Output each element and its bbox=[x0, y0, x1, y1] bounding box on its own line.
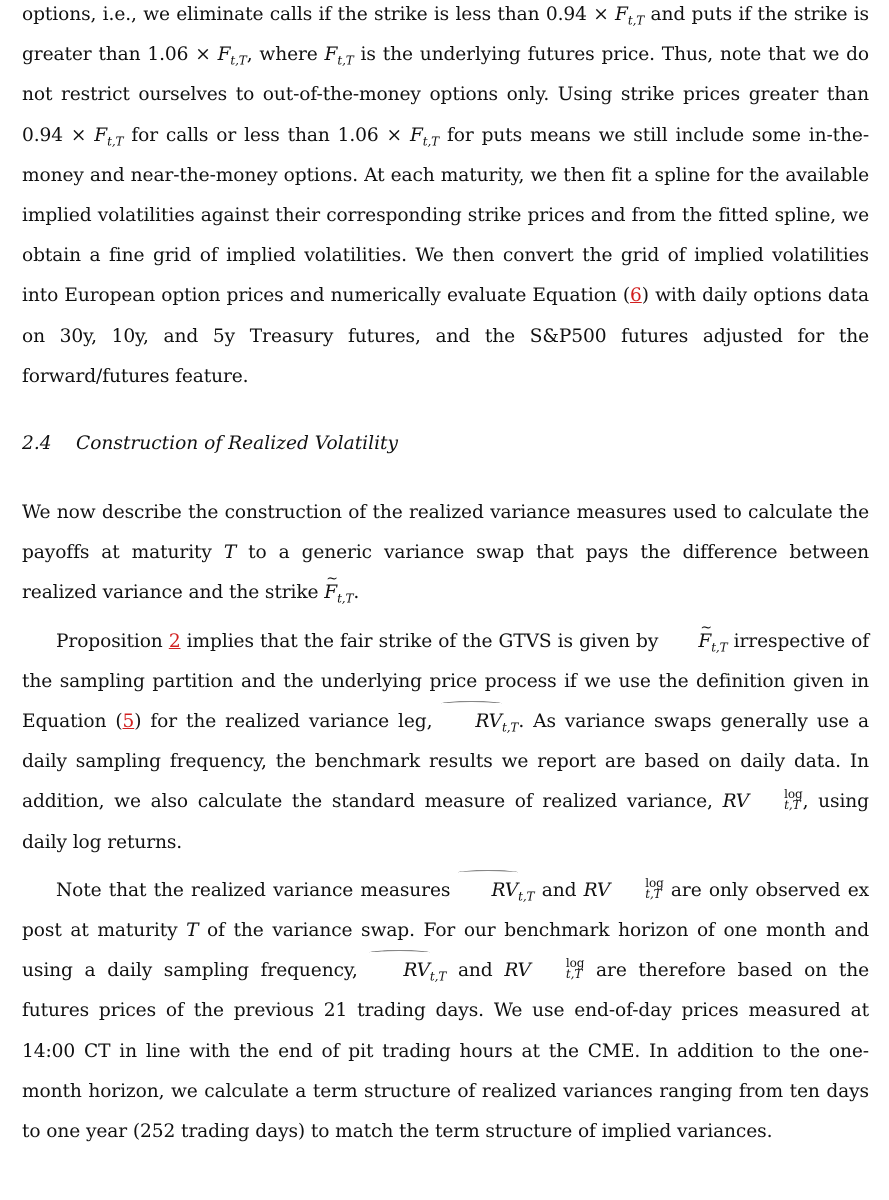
equation-reference-link[interactable]: 5 bbox=[122, 711, 135, 733]
paragraph-ex-post bbox=[22, 871, 869, 1152]
paragraph-proposition bbox=[22, 622, 869, 863]
math-rv-tilde: $RV_{t,T}$ bbox=[458, 880, 535, 901]
text-run: are only observed ex post at maturity bbox=[22, 879, 869, 942]
math-rv-tilde: $RV_{t,T}$ bbox=[369, 960, 446, 981]
math-fair-strike: ~ $F_{t,T}$ bbox=[324, 582, 353, 603]
text-run: and bbox=[534, 879, 584, 901]
math-rv-log: RV log t,T bbox=[583, 875, 664, 901]
text-run: irrespective of the sampling partition and the underlying price process if we use the definition given in Equation ( bbox=[22, 630, 869, 733]
math-futures-price: $F_{t,T}$ bbox=[324, 44, 354, 68]
text-run: Note that the realized variance measures bbox=[56, 879, 458, 901]
equation-reference-link[interactable]: 6 bbox=[630, 285, 642, 307]
text-run: for calls or less than 1.06 × bbox=[123, 124, 410, 146]
math-futures-price: $F_{t,T}$ bbox=[409, 124, 440, 149]
text-run: of the variance swap. For our benchmark horizon of one month and using a daily sampling frequency, bbox=[22, 920, 869, 982]
math-futures-price: $F_{t,T}$ bbox=[217, 44, 247, 68]
text-run: Proposition bbox=[56, 630, 169, 652]
text-run: ) with daily options data on 30y, 10y, and 5y Treasury futures, and the S&P500 futures adjusted for the forward/futures feature. bbox=[22, 285, 869, 387]
text-run: are therefore based on the futures prices of the previous 21 trading days. We use end-of-day prices measured at 14:00 CT in line with the end of pit trading hours at the CME. In addition to the one-month horizon, we calculate a term structure of realized variances ranging from ten days to one year (252 trading days) to match the term structure of implied variances. bbox=[22, 960, 869, 1143]
section-title: Construction of Realized Volatility bbox=[76, 433, 399, 455]
text-run: . As variance swaps generally use a daily sampling frequency, the benchmark results we report are based on daily data. In addition, we also calculate the standard measure of realized variance, bbox=[22, 711, 869, 813]
section-heading bbox=[22, 430, 869, 458]
math-rv-log: RV log t,T bbox=[504, 956, 585, 982]
proposition-reference-link[interactable]: 2 bbox=[168, 630, 181, 652]
text-run: , where bbox=[246, 44, 325, 66]
paragraph-realized-variance-intro bbox=[22, 493, 869, 614]
paragraph-options-filter bbox=[22, 0, 869, 397]
text-run: is the underlying futures price. Thus, note that we do not restrict ourselves to out-of-the-money options only. Using strike prices greater than 0.94 × bbox=[22, 44, 869, 146]
text-run: and puts if the strike is greater than 1.06 × bbox=[22, 4, 869, 66]
math-futures-price: $F_{t,T}$ bbox=[94, 124, 124, 149]
text-run: , using daily log returns. bbox=[22, 791, 869, 853]
text-run: and bbox=[446, 960, 505, 982]
math-maturity: T bbox=[223, 542, 237, 564]
math-futures-price: $F_{t,T}$ bbox=[615, 4, 645, 28]
text-run: for puts means we still include some in-the-money and near-the-money options. At each maturity, we then fit a spline for the available implied volatilities against their corresponding strike prices and from the fitted spline, we obtain a fine grid of implied volatilities. We then convert the grid of implied volatilities into European option prices and numerically evaluate Equation ( bbox=[22, 124, 870, 307]
math-maturity: T bbox=[186, 920, 199, 942]
section-number: 2.4 bbox=[22, 433, 52, 455]
text-run: We now describe the construction of the realized variance measures used to calculate the payoffs at maturity bbox=[22, 502, 869, 564]
text-run: to a generic variance swap that pays the difference between realized variance and the strike bbox=[22, 542, 869, 604]
math-fair-strike: ~ $F_{t,T}$ bbox=[664, 631, 727, 652]
text-run: implies that the fair strike of the GTVS is given by bbox=[180, 630, 665, 652]
math-rv-log: RV log t,T bbox=[722, 787, 803, 813]
text-run: . bbox=[353, 582, 360, 604]
math-rv-tilde: $RV_{t,T}$ bbox=[441, 711, 518, 732]
text-run: ) for the realized variance leg, bbox=[134, 711, 442, 733]
text-run: options, i.e., we eliminate calls if the strike is less than 0.94 × bbox=[22, 4, 616, 25]
